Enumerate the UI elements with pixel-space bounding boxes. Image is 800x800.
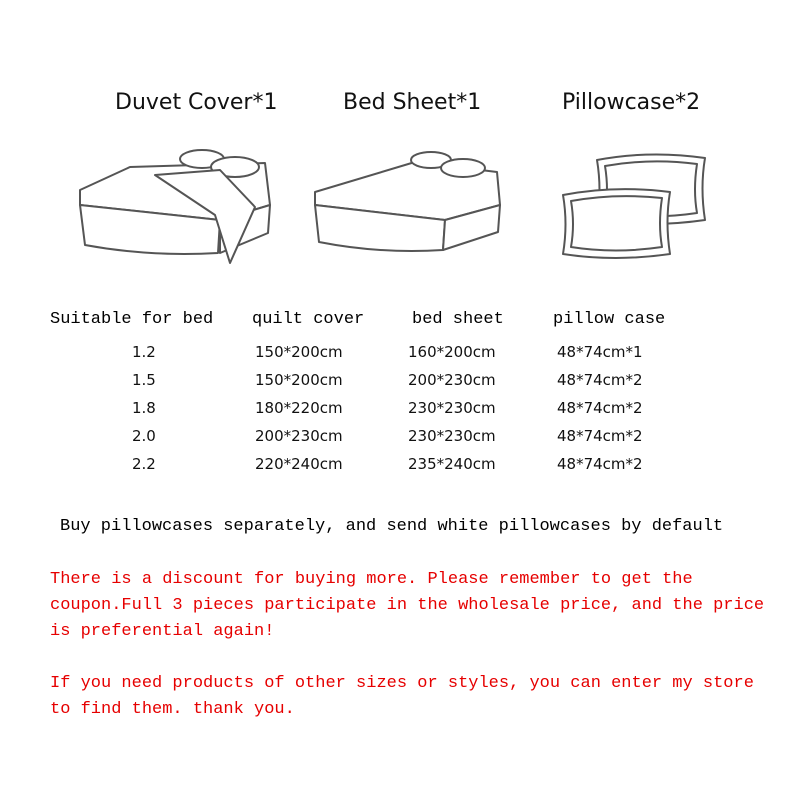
- row-4-bed: 2.0: [132, 427, 156, 445]
- row-1-sheet: 160*200cm: [408, 343, 496, 361]
- store-notice: If you need products of other sizes or styles, you can enter my store to find them. thank you.: [50, 674, 754, 719]
- row-4-sheet: 230*230cm: [408, 427, 496, 445]
- row-2-sheet: 200*230cm: [408, 371, 496, 389]
- row-1-bed: 1.2: [132, 343, 156, 361]
- row-4-quilt: 200*230cm: [255, 427, 343, 445]
- row-3-bed: 1.8: [132, 399, 156, 417]
- row-2-bed: 1.5: [132, 371, 156, 389]
- row-3-pillow: 48*74cm*2: [557, 399, 643, 417]
- duvet-title: Duvet Cover*1: [115, 90, 278, 115]
- pillow-title: Pillowcase*2: [562, 90, 701, 115]
- bed-sheet-illustration: [305, 150, 505, 265]
- row-2-quilt: 150*200cm: [255, 371, 343, 389]
- duvet-cover-illustration: [70, 145, 280, 270]
- row-3-quilt: 180*220cm: [255, 399, 343, 417]
- header-bed-sheet: bed sheet: [412, 310, 504, 329]
- pillowcase-illustration: [555, 150, 725, 265]
- row-5-sheet: 235*240cm: [408, 455, 496, 473]
- discount-notice: There is a discount for buying more. Please remember to get the coupon.Full 3 pieces participate in the wholesale price, and the price is preferential again!: [50, 570, 765, 641]
- header-quilt-cover: quilt cover: [252, 310, 365, 329]
- row-1-pillow: 48*74cm*1: [557, 343, 643, 361]
- row-5-bed: 2.2: [132, 455, 156, 473]
- row-2-pillow: 48*74cm*2: [557, 371, 643, 389]
- pillowcase-note: Buy pillowcases separately, and send white pillowcases by default: [60, 517, 724, 536]
- row-4-pillow: 48*74cm*2: [557, 427, 643, 445]
- sheet-title: Bed Sheet*1: [343, 90, 482, 115]
- header-pillow-case: pillow case: [553, 310, 666, 329]
- row-5-pillow: 48*74cm*2: [557, 455, 643, 473]
- row-5-quilt: 220*240cm: [255, 455, 343, 473]
- row-3-sheet: 230*230cm: [408, 399, 496, 417]
- header-suitable-for-bed: Suitable for bed: [50, 310, 214, 329]
- row-1-quilt: 150*200cm: [255, 343, 343, 361]
